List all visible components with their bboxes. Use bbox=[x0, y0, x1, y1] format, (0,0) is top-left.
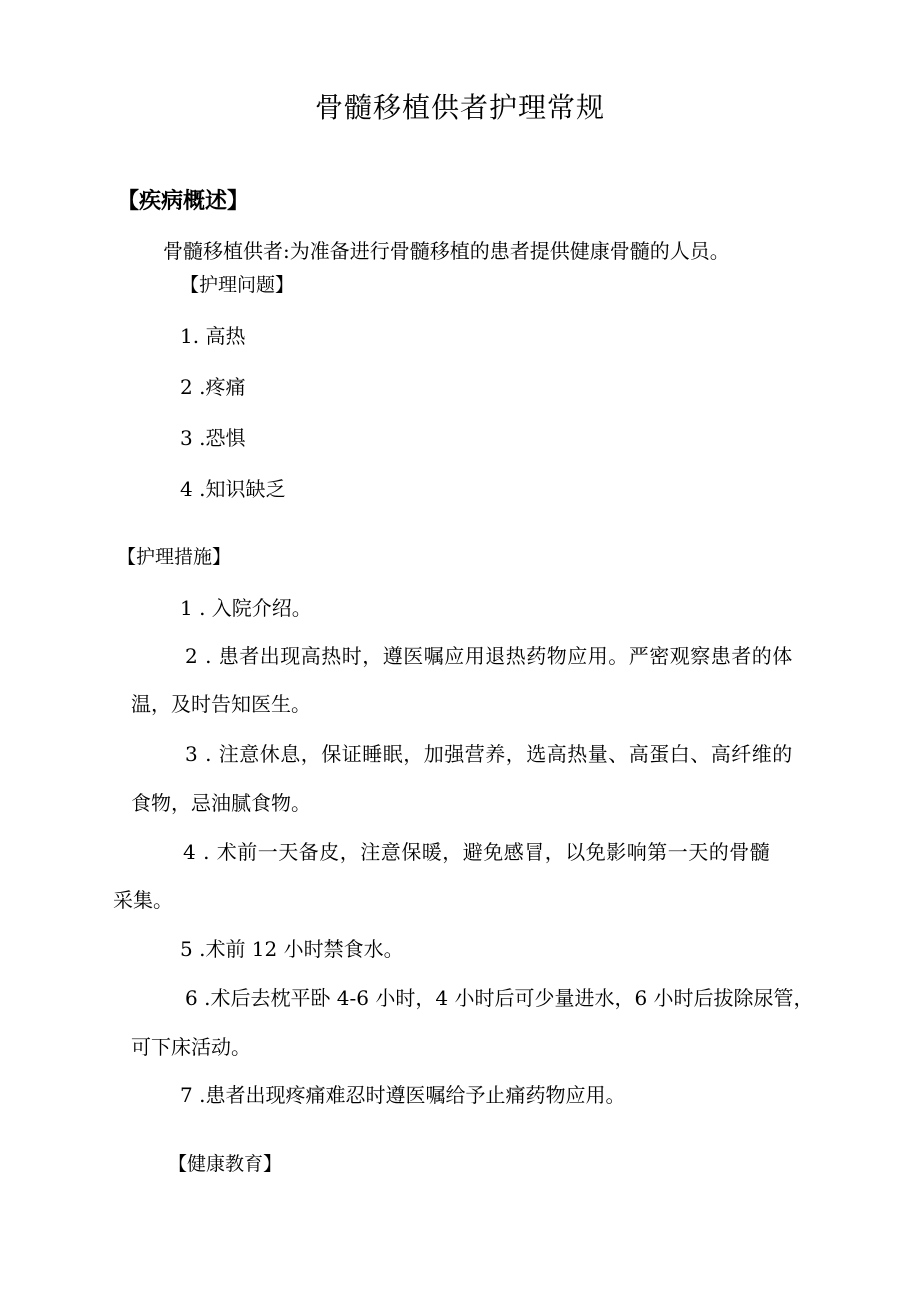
measure-line: 2 . 患者出现高热时，遵医嘱应用退热药物应用。严密观察患者的体 bbox=[185, 644, 793, 668]
problem-item: 1. 高热 bbox=[180, 324, 246, 348]
measure-line: 6 .术后去枕平卧 4-6 小时，4 小时后可少量进水，6 小时后拔除尿管， bbox=[185, 986, 814, 1010]
overview-text: 骨髓移植供者:为准备进行骨髓移植的患者提供健康骨髓的人员。 bbox=[163, 239, 730, 263]
measure-line: 7 .患者出现疼痛难忍时遵医嘱给予止痛药物应用。 bbox=[180, 1083, 626, 1107]
measure-line: 4 . 术前一天备皮，注意保暖，避免感冒，以免影响第一天的骨髓 bbox=[183, 840, 771, 864]
problem-item: 2 .疼痛 bbox=[180, 375, 246, 399]
section-heading-measures: 【护理措施】 bbox=[117, 546, 232, 568]
page-title: 骨髓移植供者护理常规 bbox=[314, 91, 605, 124]
section-heading-education: 【健康教育】 bbox=[168, 1153, 283, 1175]
measure-line: 3 . 注意休息，保证睡眠，加强营养，选高热量、高蛋白、高纤维的 bbox=[185, 742, 793, 766]
measure-line: 采集。 bbox=[113, 888, 173, 912]
measure-line: 食物，忌油腻食物。 bbox=[131, 791, 311, 815]
measure-line: 可下床活动。 bbox=[131, 1035, 251, 1059]
measure-line: 温，及时告知医生。 bbox=[131, 692, 311, 716]
problem-item: 4 .知识缺乏 bbox=[180, 477, 286, 501]
section-heading-problems: 【护理问题】 bbox=[180, 274, 295, 296]
measure-line: 5 .术前 12 小时禁食水。 bbox=[180, 937, 404, 961]
problem-item: 3 .恐惧 bbox=[180, 426, 246, 450]
section-heading-overview: 【疾病概述】 bbox=[117, 189, 250, 214]
measure-line: 1 . 入院介绍。 bbox=[180, 596, 312, 620]
